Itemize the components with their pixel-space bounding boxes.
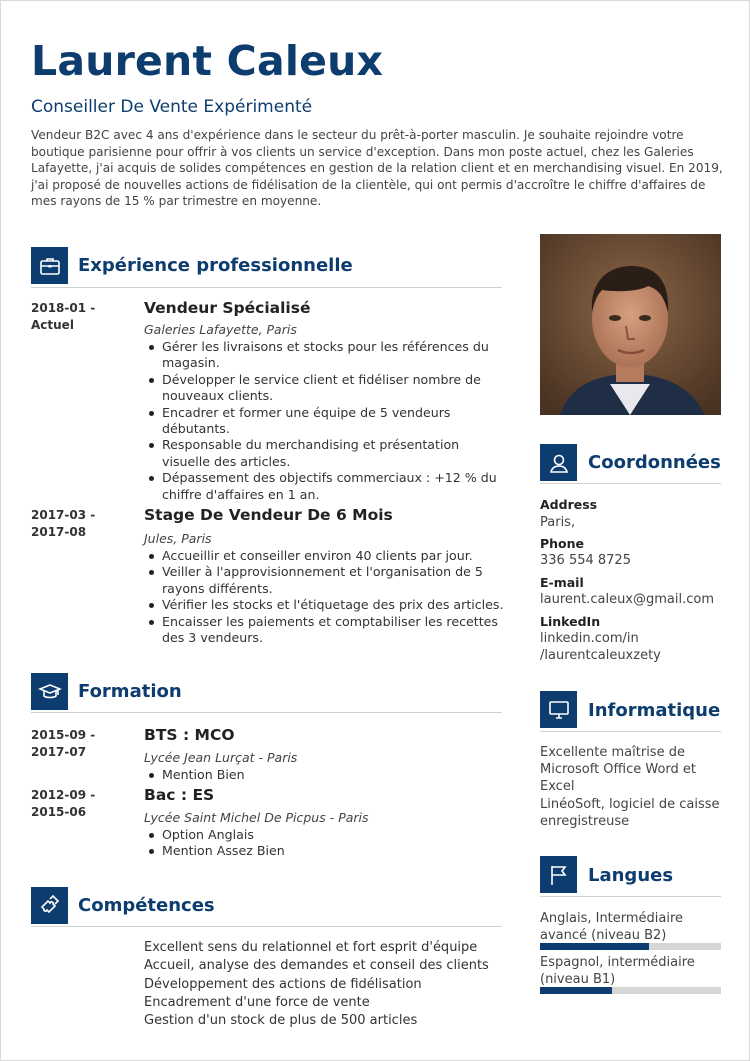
linkedin-line: /laurentcaleuxzety — [540, 648, 661, 663]
language-level-fill — [540, 987, 612, 994]
section-divider — [31, 926, 502, 927]
section-divider — [540, 731, 721, 732]
list-item: Gérer les livraisons et stocks pour les références du magasin. — [144, 339, 504, 372]
profile-summary: Vendeur B2C avec 4 ans d'expérience dans le secteur du prêt-à-porter masculin. Je souhaite rejoindre votre boutique parisienne pour offrir à vos clients un service d'exception. Dans mon poste actuel, chez les Galeries Lafayette, j'ai acquis de solides compétences en gestion de la relation client et en merchandising visuel. En 2019, j'ai proposé de nouvelles actions de fidélisation de la clientèle, qui ont permis d'accroître le chiffre d'affaires de mes rayons de 15 % par trimestre en moyenne. — [31, 128, 723, 209]
briefcase-icon — [31, 247, 68, 284]
experience-date — [31, 300, 131, 334]
candidate-name: Laurent Caleux — [31, 37, 384, 85]
list-item: Développer le service client et fidéliser nombre de nouveaux clients. — [144, 372, 504, 405]
candidate-headline: Conseiller De Vente Expérimenté — [31, 97, 313, 117]
job-bullets — [144, 339, 504, 503]
profile-photo — [540, 234, 721, 415]
section-divider — [540, 896, 721, 897]
skill-item: Gestion d'un stock de plus de 500 articles — [144, 1013, 418, 1029]
degree-title: BTS : MCO — [144, 726, 235, 744]
education-date — [31, 727, 131, 761]
job-bullets — [144, 548, 504, 646]
flag-icon — [540, 856, 577, 893]
list-item: Dépassement des objectifs commerciaux : +12 % du chiffre d'affaires en 1 an. — [144, 470, 504, 503]
language-level-bar — [540, 943, 721, 950]
job-company: Jules, Paris — [144, 531, 212, 546]
language-level-bar — [540, 987, 721, 994]
email-value[interactable]: laurent.caleux@gmail.com — [540, 592, 715, 607]
linkedin-label: LinkedIn — [540, 614, 601, 629]
education-entry — [144, 725, 504, 783]
list-item: Mention Bien — [144, 767, 504, 783]
date-start: 2018-01 - — [31, 301, 96, 315]
list-item: Veiller à l'approvisionnement et l'organisation de 5 rayons différents. — [144, 564, 504, 597]
email-label: E-mail — [540, 575, 584, 590]
it-title: Informatique — [588, 700, 721, 721]
it-item: Excellente maîtrise de Microsoft Office Word et Excel — [540, 745, 697, 794]
experience-date — [31, 507, 131, 541]
monitor-icon — [540, 691, 577, 728]
job-title: Vendeur Spécialisé — [144, 299, 311, 317]
education-date — [31, 787, 131, 821]
address-label: Address — [540, 497, 598, 512]
person-icon — [540, 444, 577, 481]
list-item: Option Anglais — [144, 827, 504, 843]
skill-item: Accueil, analyse des demandes et conseil des clients — [144, 958, 489, 974]
date-start: 2012-09 - — [31, 788, 96, 802]
skill-item: Encadrement d'une force de vente — [144, 994, 370, 1010]
job-title: Stage De Vendeur De 6 Mois — [144, 506, 393, 524]
phone-value: 336 554 8725 — [540, 553, 631, 568]
contact-title: Coordonnées — [588, 452, 721, 473]
degree-bullets — [144, 767, 504, 783]
list-item: Vérifier les stocks et l'étiquetage des prix des articles. — [144, 597, 504, 613]
skill-item: Développement des actions de fidélisation — [144, 976, 422, 992]
phone-label: Phone — [540, 536, 585, 551]
degree-title: Bac : ES — [144, 786, 215, 804]
degree-bullets — [144, 827, 504, 860]
graduation-cap-icon — [31, 673, 68, 710]
skill-item: Excellent sens du relationnel et fort esprit d'équipe — [144, 940, 478, 955]
list-item: Mention Assez Bien — [144, 843, 504, 859]
date-start: 2015-09 - — [31, 728, 96, 742]
school-name: Lycée Saint Michel De Picpus - Paris — [144, 810, 369, 825]
date-end: 2017-07 — [31, 745, 87, 759]
linkedin-value[interactable] — [540, 630, 725, 664]
job-company: Galeries Lafayette, Paris — [144, 322, 297, 337]
list-item: Responsable du merchandising et présentation visuelle des articles. — [144, 437, 504, 470]
education-entry — [144, 785, 504, 860]
skills-list — [144, 939, 504, 1030]
date-end: 2015-06 — [31, 805, 87, 819]
language-label: Espagnol, intermédiaire (niveau B1) — [540, 955, 695, 987]
list-item: Accueillir et conseiller environ 40 clients par jour. — [144, 548, 504, 564]
section-divider — [540, 483, 721, 484]
linkedin-line: linkedin.com/in — [540, 631, 639, 646]
list-item: Encadrer et former une équipe de 5 vendeurs débutants. — [144, 405, 504, 438]
school-name: Lycée Jean Lurçat - Paris — [144, 750, 298, 765]
language-level-fill — [540, 943, 649, 950]
experience-title: Expérience professionnelle — [78, 255, 353, 276]
language-label: Anglais, Intermédiaire avancé (niveau B2) — [540, 911, 684, 943]
date-start: 2017-03 - — [31, 508, 96, 522]
skills-title: Compétences — [78, 895, 215, 916]
section-divider — [31, 287, 502, 288]
education-title: Formation — [78, 681, 182, 702]
address-value: Paris, — [540, 515, 576, 530]
date-end: 2017-08 — [31, 525, 87, 539]
puzzle-icon — [31, 887, 68, 924]
it-item: LinéoSoft, logiciel de caisse enregistreuse — [540, 797, 720, 829]
section-divider — [31, 712, 502, 713]
experience-entry — [144, 298, 504, 503]
languages-title: Langues — [588, 865, 674, 886]
experience-entry — [144, 505, 504, 646]
date-end: Actuel — [31, 318, 74, 332]
list-item: Encaisser les paiements et comptabiliser les recettes des 3 vendeurs. — [144, 614, 504, 647]
